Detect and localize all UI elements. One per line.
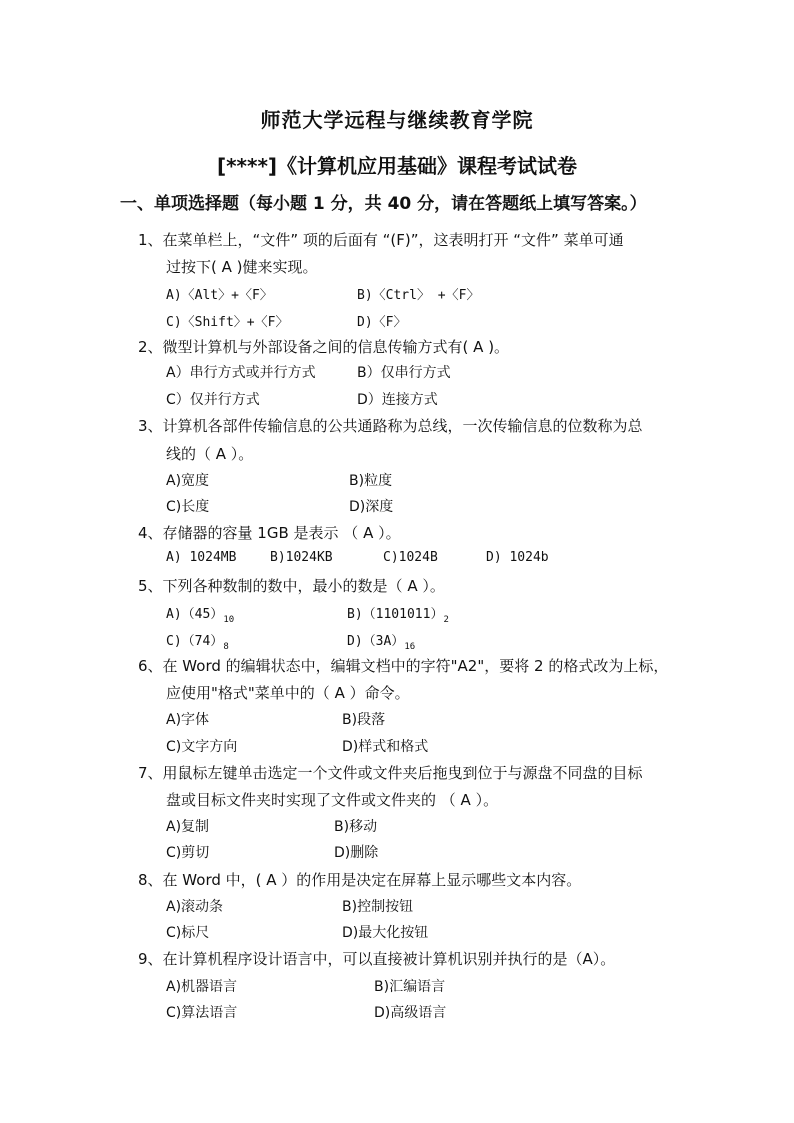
question-6-option-c: C)文字方向 — [166, 739, 238, 755]
question-3-line-1: 3、计算机各部件传输信息的公共通路称为总线，一次传输信息的位数称为总 — [138, 417, 643, 435]
question-4-option-b: B)1024KB — [270, 550, 333, 565]
question-1-option-c: C)〈Shift〉+〈F〉 — [166, 315, 289, 330]
question-1-line-2: 过按下( A )健来实现。 — [166, 258, 318, 276]
question-8-option-b: B)控制按钮 — [342, 899, 414, 915]
question-5-option-d-text: D)（3A） — [347, 634, 405, 649]
question-2-line-1: 2、微型计算机与外部设备之间的信息传输方式有( A )。 — [138, 338, 510, 356]
question-5-line-1: 5、下列各种数制的数中，最小的数是（ A ）。 — [138, 577, 445, 595]
question-2-option-b: B）仅串行方式 — [357, 365, 451, 381]
question-3-option-a: A)宽度 — [166, 473, 210, 489]
question-3-option-d: D)深度 — [349, 499, 394, 515]
question-9-option-c: C)算法语言 — [166, 1005, 238, 1021]
question-7-option-d: D)删除 — [334, 845, 379, 861]
question-8-option-c: C)标尺 — [166, 925, 210, 941]
question-5-option-a-text: A)（45） — [166, 607, 224, 622]
question-6-option-b: B)段落 — [342, 712, 386, 728]
question-7-line-2: 盘或目标文件夹时实现了文件或文件夹的 （ A ）。 — [166, 791, 499, 809]
question-8-line-1: 8、在 Word 中，( A ）的作用是决定在屏幕上显示哪些文本内容。 — [138, 871, 582, 889]
question-7-option-b: B)移动 — [334, 819, 378, 835]
question-1-option-d: D)〈F〉 — [357, 315, 407, 330]
question-9-line-1: 9、在计算机程序设计语言中，可以直接被计算机识别并执行的是（A）。 — [138, 950, 616, 968]
question-5-option-a-base: 10 — [223, 615, 235, 625]
question-8-option-a: A)滚动条 — [166, 899, 224, 915]
question-5-option-c-base: 8 — [223, 642, 229, 652]
exam-title: [****]《计算机应用基础》课程考试试卷 — [216, 154, 578, 178]
question-9-option-d: D)高级语言 — [374, 1005, 447, 1021]
question-1-option-a: A)〈Alt〉+〈F〉 — [166, 288, 273, 303]
question-4-line-1: 4、存储器的容量 1GB 是表示 （ A ）。 — [138, 524, 401, 542]
question-4-option-c: C)1024B — [383, 550, 438, 565]
question-5-option-b — [347, 603, 449, 625]
section-heading: 一、单项选择题（每小题 1 分，共 40 分，请在答题纸上填写答案。） — [120, 194, 647, 214]
question-4-option-a: A) 1024MB — [166, 550, 237, 565]
question-7-option-a: A)复制 — [166, 819, 210, 835]
question-3-option-b: B)粒度 — [349, 473, 393, 489]
question-1-option-b: B)〈Ctrl〉 +〈F〉 — [357, 288, 480, 303]
question-2-option-c: C）仅并行方式 — [166, 392, 260, 408]
question-6-line-2: 应使用"格式"菜单中的（ A ）命令。 — [166, 684, 410, 702]
question-8-option-d: D)最大化按钮 — [342, 925, 429, 941]
question-2-option-d: D）连接方式 — [357, 392, 438, 408]
question-3-line-2: 线的（ A ）。 — [166, 445, 254, 463]
question-6-option-d: D)样式和格式 — [342, 739, 429, 755]
question-5-option-b-base: 2 — [443, 615, 449, 625]
question-6-line-1: 6、在 Word 的编辑状态中，编辑文档中的字符"A2"，要将 2 的格式改为上标， — [138, 657, 669, 675]
question-9-option-b: B)汇编语言 — [374, 979, 446, 995]
question-5-option-c-text: C)（74） — [166, 634, 224, 649]
question-3-option-c: C)长度 — [166, 499, 210, 515]
question-5-option-a — [166, 603, 234, 625]
question-2-option-a: A）串行方式或并行方式 — [166, 365, 316, 381]
question-1-line-1: 1、在菜单栏上，“文件” 项的后面有 “(F)”，这表明打开 “文件” 菜单可通 — [138, 231, 624, 249]
question-6-option-a: A)字体 — [166, 712, 210, 728]
question-5-option-d — [347, 630, 415, 652]
institution-title: 师范大学远程与继续教育学院 — [260, 108, 534, 132]
question-9-option-a: A)机器语言 — [166, 979, 238, 995]
question-5-option-c — [166, 630, 229, 652]
question-7-option-c: C)剪切 — [166, 845, 210, 861]
question-5-option-b-text: B)（1101011） — [347, 607, 444, 622]
question-4-option-d: D) 1024b — [486, 550, 549, 565]
question-7-line-1: 7、用鼠标左键单击选定一个文件或文件夹后拖曳到位于与源盘不同盘的目标 — [138, 764, 643, 782]
question-5-option-d-base: 16 — [404, 642, 416, 652]
